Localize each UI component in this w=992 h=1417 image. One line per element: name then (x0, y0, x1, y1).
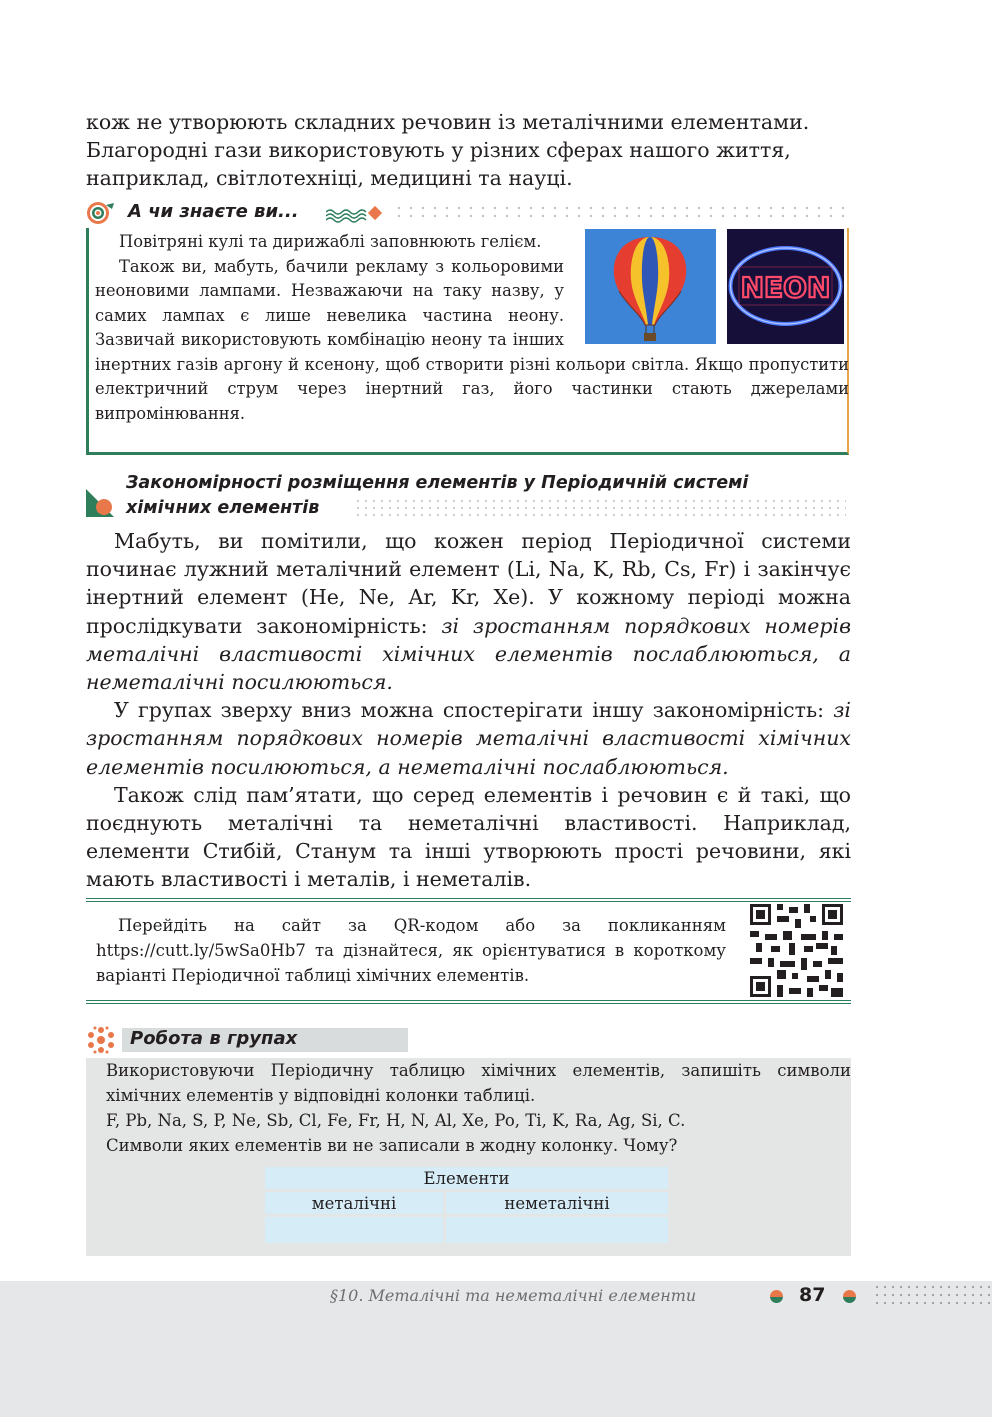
body-paragraph-1: Мабуть, ви помітили, що кожен період Періодичної системи починає лужний металічний елемент (Li, Na, K, Rb, Cs, Fr) і закінчує інертний елемент (He, Ne, Ar, Kr, Xe). У кожному періоді можна прослідкувати закономірність: зі зростанням порядкових номерів металічні властивості хімічних елементів послаблюються, а неметалічні посилюються. (86, 529, 851, 695)
table-col-metallic: металічні (265, 1192, 443, 1214)
group-work-question: Символи яких елементів ви не записали в жодну колонку. Чому? (106, 1136, 678, 1155)
did-you-know-title: А чи знаєте ви... (128, 201, 299, 222)
dotted-decoration (874, 1284, 992, 1310)
table-cell-metallic-empty[interactable] (265, 1217, 443, 1243)
target-icon (86, 201, 116, 225)
page-dot-left-icon (770, 1290, 783, 1303)
section-title (126, 471, 846, 521)
body-paragraph-2: У групах зверху вниз можна спостерігати іншу закономірність: зі зростанням порядкових номерів металічні властивості хімічних елементів посилюються, а неметалічні послаблюються. (86, 698, 851, 779)
qr-top-rule (86, 898, 851, 902)
group-work-text (106, 1058, 851, 1158)
did-you-know-paragraph-1: Повітряні кулі та дирижаблі заповнюють гелієм. (119, 232, 542, 251)
body-paragraph-3: Також слід пам’ятати, що серед елементів і речовин є й такі, що поєднують металічні та неметалічні властивості. Наприклад, елементи Стибій, Станум та інші утворюють прості речовини, які мають властивості і металів, і неметалів. (86, 782, 851, 892)
intro-line-1: кож не утворюють складних речовин із металічними елементами. (86, 110, 810, 134)
people-dots-icon (86, 1026, 116, 1054)
intro-line-3: наприклад, світлотехніці, медицині та науці. (86, 166, 573, 190)
section-title-line-1: Закономірності розміщення елементів у Періодичній системі (126, 473, 749, 493)
wave-decoration-icon (326, 205, 386, 223)
group-work-header (86, 1024, 851, 1056)
qr-code-icon[interactable] (750, 904, 843, 997)
qr-box-text (96, 913, 726, 988)
elements-table (262, 1164, 671, 1246)
intro-line-2: Благородні гази використовують у різних сферах нашого життя, (86, 138, 791, 162)
section-header (86, 471, 851, 523)
page-number: 87 (799, 1284, 826, 1306)
did-you-know-paragraph-2: Також ви, мабуть, бачили рекламу з кольоровими неоновими лампами. Незважаючи на таку назву, у самих лампах є лише невелика частина неону. Зазвичай використовують комбінацію неону та інших інертних газів аргону й ксенону, щоб створити різні кольори світла. Якщо пропустити електричний струм через інертний газ, його частинки стають джерелами випромінювання. (95, 256, 849, 423)
qr-bottom-rule (86, 1000, 851, 1004)
table-header-elements: Елементи (265, 1167, 668, 1189)
did-you-know-header (86, 199, 851, 227)
hot-air-balloon-image (585, 229, 716, 344)
table-cell-nonmetallic-empty[interactable] (446, 1217, 668, 1243)
dotted-decoration (396, 205, 851, 221)
neon-sign-image (727, 229, 844, 344)
intro-paragraph (86, 108, 851, 192)
group-work-element-list: F, Pb, Na, S, P, Ne, Sb, Cl, Fe, Fr, H, N, Al, Xe, Po, Ti, K, Ra, Ag, Si, C. (106, 1111, 686, 1130)
group-work-title: Робота в групах (130, 1028, 298, 1049)
group-work-task: Використовуючи Періодичну таблицю хімічних елементів, запишіть символи хімічних елементів у відповідні колонки таблиці. (106, 1061, 851, 1105)
section-title-line-2: хімічних елементів (126, 498, 320, 518)
qr-link-paragraph[interactable]: Перейдіть на сайт за QR-кодом або за покликанням https://cutt.ly/5wSa0Hb7 та дізнайтеся, як орієнтуватися в короткому варіанті Періодичної таблиці хімічних елементів. (96, 916, 726, 985)
page-dot-right-icon (843, 1290, 856, 1303)
neon-sign-text: NEON (740, 271, 831, 304)
footer-chapter-title: §10. Металічні та неметалічні елементи (330, 1286, 697, 1305)
section-marker-icon (86, 487, 116, 521)
table-col-nonmetallic: неметалічні (446, 1192, 668, 1214)
main-body (86, 527, 851, 894)
